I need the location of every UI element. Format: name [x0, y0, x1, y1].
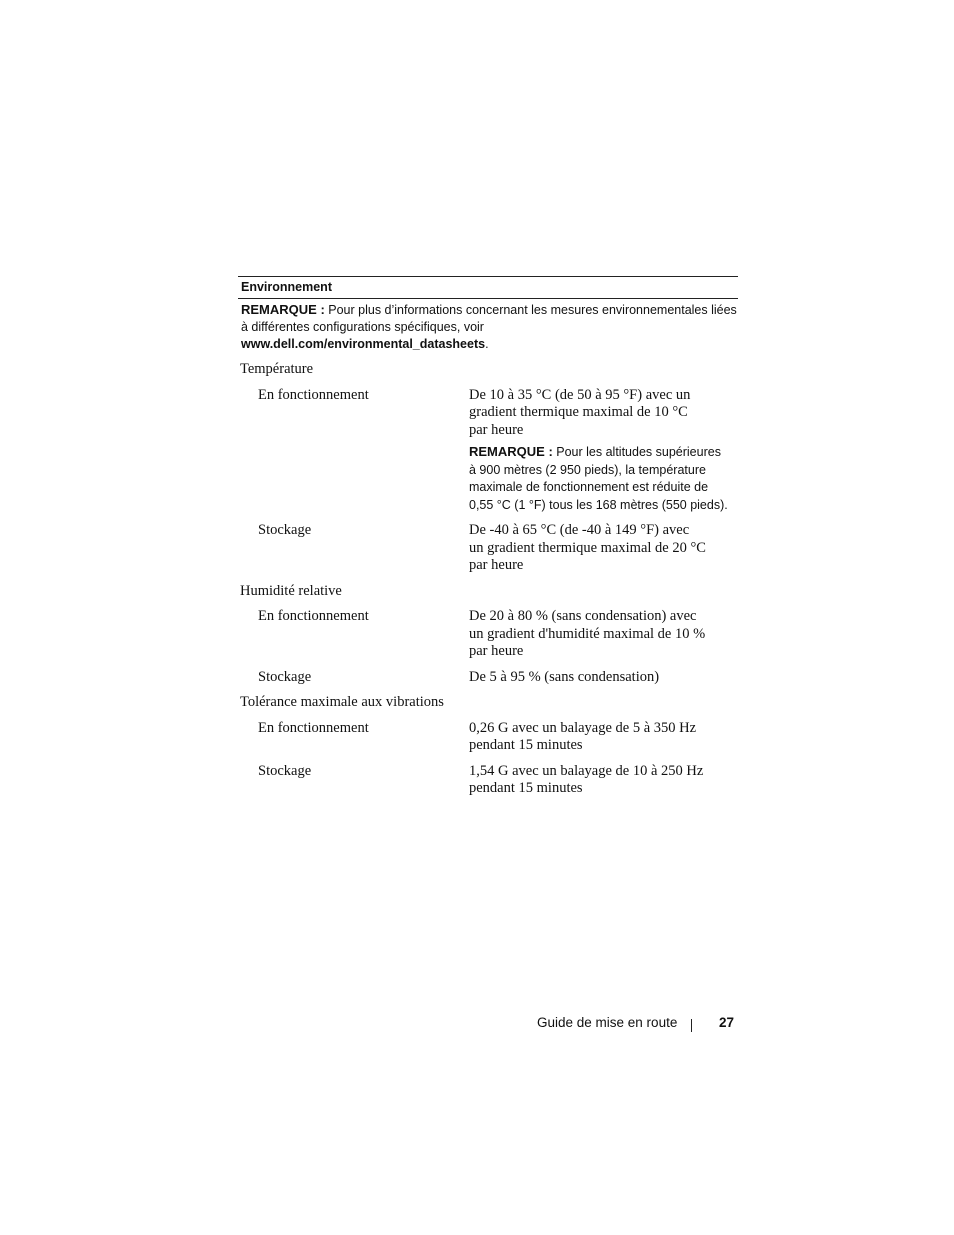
altitude-note: [469, 443, 731, 514]
note-line: Pour les altitudes supérieures: [556, 445, 721, 459]
section-vibration: Tolérance maximale aux vibrations: [240, 694, 444, 710]
value-line: un gradient d'humidité maximal de 10 %: [469, 625, 706, 642]
row-value: [469, 763, 731, 798]
row-value: [469, 669, 731, 687]
row-label: Stockage: [258, 762, 312, 779]
note-label: REMARQUE :: [469, 444, 553, 459]
footer-title: Guide de mise en route: [537, 1015, 678, 1030]
row-value: [469, 720, 731, 755]
value-line: De 10 à 35 °C (de 50 à 95 °F) avec un: [469, 386, 691, 403]
note-text: Pour plus d’informations concernant les mesures environnementales liées à différentes configurations spécifiques, voir: [241, 303, 737, 334]
row-label: Stockage: [258, 668, 312, 685]
value-line: pendant 15 minutes: [469, 780, 583, 796]
general-note: [238, 299, 738, 353]
row-value: [469, 387, 731, 515]
value-line: 0,26 G avec un balayage de 5 à 350 Hz: [469, 719, 697, 736]
note-line: 0,55 °C (1 °F) tous les 168 mètres (550 pieds).: [469, 497, 728, 512]
value-line: par heure: [469, 643, 524, 659]
note-line: maximale de fonctionnement est réduite de: [469, 480, 709, 494]
vibration-storage-row: [238, 763, 738, 798]
value-line: De 20 à 80 % (sans condensation) avec: [469, 608, 697, 624]
footer-separator: [691, 1019, 692, 1032]
value-line: De -40 à 65 °C (de -40 à 149 °F) avec: [469, 522, 690, 538]
page-number: 27: [719, 1015, 735, 1030]
humidity-operating-row: [238, 608, 738, 661]
humidity-storage-row: [238, 669, 738, 687]
value-line: pendant 15 minutes: [469, 737, 583, 753]
vibration-operating-row: [238, 720, 738, 755]
environment-spec-table: [238, 276, 738, 798]
row-label: Stockage: [258, 522, 312, 538]
row-label: En fonctionnement: [258, 719, 369, 736]
table-header: Environnement: [241, 280, 332, 294]
datasheet-link[interactable]: www.dell.com/environmental_datasheets: [241, 337, 486, 351]
note-trail: .: [485, 337, 489, 351]
temperature-storage-row: [238, 522, 738, 575]
section-humidity: Humidité relative: [240, 582, 342, 599]
row-label: En fonctionnement: [258, 608, 369, 624]
value-line: De 5 à 95 % (sans condensation): [469, 668, 660, 685]
note-label: REMARQUE :: [241, 302, 325, 317]
value-line: par heure: [469, 557, 524, 573]
value-line: 1,54 G avec un balayage de 10 à 250 Hz: [469, 762, 704, 779]
note-line: à 900 mètres (2 950 pieds), la température: [469, 462, 706, 477]
row-value: [469, 522, 731, 575]
row-label: En fonctionnement: [258, 386, 369, 403]
section-temperature: Température: [240, 361, 314, 377]
row-value: [469, 608, 731, 661]
value-line: un gradient thermique maximal de 20 °C: [469, 539, 706, 556]
temperature-operating-row: [238, 387, 738, 515]
value-line: par heure: [469, 421, 524, 438]
value-line: gradient thermique maximal de 10 °C: [469, 404, 688, 420]
